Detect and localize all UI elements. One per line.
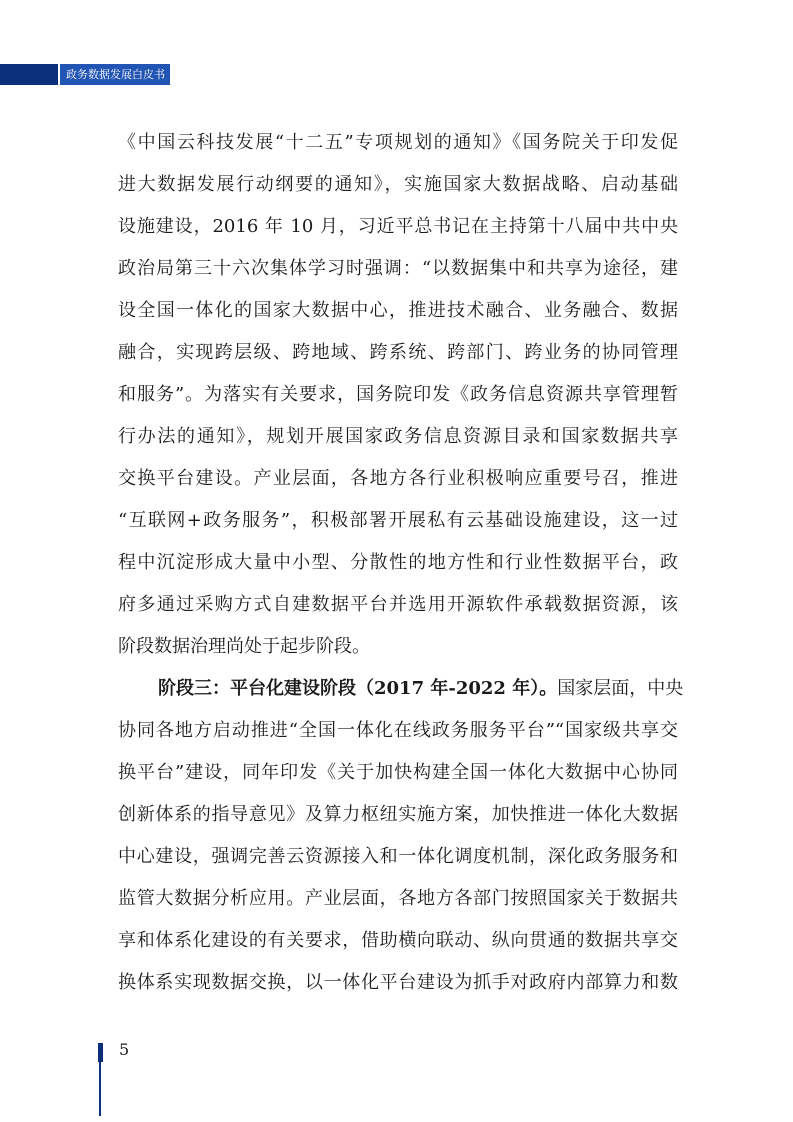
- text-line: 府多通过采购方式自建数据平台并选用开源软件承载数据资源，该: [118, 594, 678, 615]
- text-line: 协同各地方启动推进“全国一体化在线政务服务平台”“国家级共享交: [118, 720, 678, 741]
- footer-accent-mark: [98, 1043, 103, 1062]
- text-line: 和服务”。为落实有关要求，国务院印发《政务信息资源共享管理暂: [118, 384, 678, 405]
- text-line: 设全国一体化的国家大数据中心，推进技术融合、业务融合、数据: [118, 300, 678, 321]
- text-line: 融合，实现跨层级、跨地域、跨系统、跨部门、跨业务的协同管理: [118, 342, 678, 363]
- paragraph-1: [118, 122, 678, 668]
- text-span: 国家层面，中央: [557, 678, 684, 699]
- text-line: [118, 668, 684, 710]
- text-line: 享和体系化建设的有关要求，借助横向联动、纵向贯通的数据共享交: [118, 930, 678, 951]
- text-line: 换体系实现数据交换，以一体化平台建设为抓手对政府内部算力和数: [118, 972, 678, 993]
- page-number: 5: [119, 1040, 130, 1059]
- running-header-title: 政务数据发展白皮书: [66, 68, 165, 81]
- stage-heading: 阶段三：平台化建设阶段（2017 年-2022 年）。: [158, 678, 558, 699]
- text-line: 换平台”建设，同年印发《关于加快构建全国一体化大数据中心协同: [118, 762, 678, 783]
- text-line: 进大数据发展行动纲要的通知》，实施国家大数据战略、启动基础: [118, 174, 678, 195]
- text-line: 创新体系的指导意见》及算力枢纽实施方案，加快推进一体化大数据: [118, 804, 678, 825]
- footer-rule: [99, 1062, 101, 1116]
- text-line: 政治局第三十六次集体学习时强调：“以数据集中和共享为途径，建: [118, 258, 678, 279]
- text-line: 监管大数据分析应用。产业层面，各地方各部门按照国家关于数据共: [118, 888, 678, 909]
- body-text: [118, 122, 684, 1004]
- text-line: 交换平台建设。产业层面，各地方各行业积极响应重要号召，推进: [118, 468, 678, 489]
- text-line: “互联网+政务服务”，积极部署开展私有云基础设施建设，这一过: [118, 510, 678, 531]
- text-line: 设施建设，2016 年 10 月，习近平总书记在主持第十八届中共中央: [118, 216, 678, 237]
- text-line: 行办法的通知》，规划开展国家政务信息资源目录和国家数据共享: [118, 426, 678, 447]
- header-accent-block: [0, 64, 58, 85]
- text-line: 阶段数据治理尚处于起步阶段。: [118, 636, 370, 657]
- text-line: 《中国云科技发展“十二五”专项规划的通知》《国务院关于印发促: [118, 132, 678, 153]
- text-line: 程中沉淀形成大量中小型、分散性的地方性和行业性数据平台，政: [118, 552, 678, 573]
- text-line: 中心建设，强调完善云资源接入和一体化调度机制，深化政务服务和: [118, 846, 678, 867]
- paragraph-2: [118, 668, 684, 1004]
